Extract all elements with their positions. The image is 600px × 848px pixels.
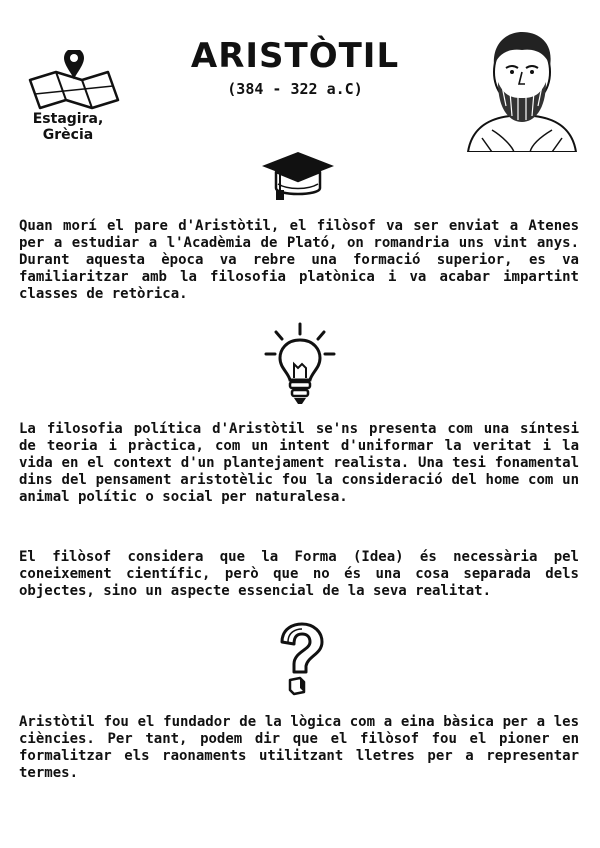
aristotle-portrait bbox=[462, 26, 582, 152]
birthplace-city: Estagira, bbox=[32, 111, 104, 127]
birthplace-country: Grècia bbox=[42, 127, 94, 143]
paragraph-form-idea: El filòsof considera que la Forma (Idea) és necessària pel coneixement científic, però que no és una cosa separada dels objectes, sino un aspecte essencial de la seva realitat. bbox=[19, 549, 579, 599]
paragraph-political-philosophy: La filosofia política d'Aristòtil se'ns presenta com una síntesi de teoria i pràctica, com un intent d'uniformar la veritat i la vida en el context d'un plantejament realista. Una tesi fonamental dins del pensament aristotèlic fou la consideració del home com un animal polític o social per naturalesa. bbox=[19, 421, 579, 505]
map-pin-icon bbox=[26, 50, 122, 110]
paragraph-logic: Aristòtil fou el fundador de la lògica com a eina bàsica per a les ciències. Per tant, podem dir que el filòsof fou el pioner en formalitzar els raonaments utilitzant lletres per a representar termes. bbox=[19, 714, 579, 781]
light-bulb-icon bbox=[262, 322, 338, 406]
graduation-cap-icon bbox=[258, 148, 338, 204]
question-mark-icon bbox=[270, 620, 330, 696]
birthplace-label bbox=[14, 111, 122, 143]
page-title: ARISTÒTIL bbox=[190, 36, 400, 76]
life-dates: (384 - 322 a.C) bbox=[227, 80, 363, 98]
paragraph-education: Quan morí el pare d'Aristòtil, el filòsof va ser enviat a Atenes per a estudiar a l'Acadèmia de Plató, on romandria uns vint anys. Durant aquesta època va rebre una formació superior, es va familiaritzar amb la filosofia platònica i va acabar impartint classes de retòrica. bbox=[19, 218, 579, 302]
